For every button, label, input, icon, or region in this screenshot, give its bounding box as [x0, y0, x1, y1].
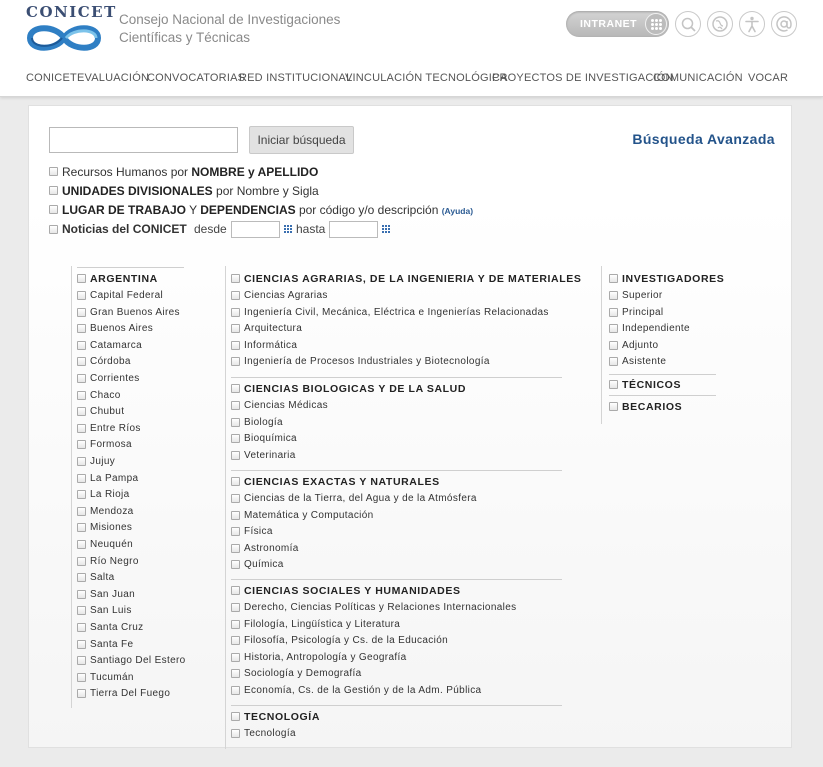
checkbox[interactable]: [231, 401, 240, 410]
checkbox[interactable]: [231, 560, 240, 569]
checkbox[interactable]: [231, 686, 240, 695]
checkbox-label: Gran Buenos Aires: [90, 306, 180, 318]
search-panel: [28, 105, 792, 748]
intranet-button[interactable]: [566, 11, 669, 37]
checkbox[interactable]: [77, 291, 86, 300]
help-link[interactable]: (Ayuda): [441, 206, 474, 216]
option-noticias-checkbox[interactable]: [49, 225, 58, 234]
checkbox-label: Adjunto: [622, 339, 659, 351]
checkbox-label: Química: [244, 559, 284, 571]
checkbox-label: Tecnología: [244, 728, 296, 739]
checkbox-label: Arquitectura: [244, 323, 303, 335]
calendar-icon[interactable]: [382, 225, 390, 233]
checkbox[interactable]: [77, 324, 86, 333]
checkbox[interactable]: [77, 490, 86, 499]
checkbox[interactable]: [231, 603, 240, 612]
checkbox[interactable]: [77, 308, 86, 317]
conicet-logo[interactable]: [26, 3, 117, 55]
checkbox-label: Filología, Lingüística y Literatura: [244, 618, 401, 630]
checkbox-label: Buenos Aires: [90, 323, 154, 335]
option-lugar-de-trabajo-label: por código y/o descripción: [295, 203, 442, 217]
checkbox-label: Mendoza: [90, 505, 134, 517]
checkbox-label: Veterinaria: [244, 449, 296, 461]
checkbox[interactable]: [231, 636, 240, 645]
checkbox[interactable]: [77, 391, 86, 400]
checkbox[interactable]: [77, 507, 86, 516]
checkbox-label: Ingeniería de Procesos Industriales y Biotecnología: [244, 356, 490, 368]
option-unidades-divisionales-checkbox[interactable]: [49, 186, 58, 195]
nav-item-vinculacion-tecnologica[interactable]: VINCULACIÓN TECNOLÓGICA: [345, 72, 508, 84]
checkbox[interactable]: [77, 606, 86, 615]
checkbox-label: Biología: [244, 416, 283, 428]
section-ciencias-biologicas-title: CIENCIAS BIOLOGICAS Y DE LA SALUD: [244, 383, 467, 395]
checkbox-label: San Juan: [90, 588, 136, 600]
checkbox[interactable]: [77, 673, 86, 682]
checkbox-label: Asistente: [622, 356, 667, 368]
checkbox-label: Filosofía, Psicología y Cs. de la Educación: [244, 635, 449, 647]
checkbox[interactable]: [231, 669, 240, 678]
checkbox-label: Entre Ríos: [90, 422, 141, 434]
option-unidades-divisionales-bold: UNIDADES DIVISIONALES: [62, 184, 213, 198]
checkbox-label: Santa Cruz: [90, 622, 144, 633]
checkbox[interactable]: [77, 341, 86, 350]
org-name-line1: Consejo Nacional de Investigaciones: [119, 12, 341, 27]
checkbox-label: Río Negro: [90, 555, 139, 567]
nav-item-evaluacion[interactable]: EVALUACIÓN: [77, 72, 150, 84]
section-divider: [231, 377, 562, 378]
section-ciencias-biologicas-checkbox[interactable]: [231, 384, 240, 393]
search-input[interactable]: [49, 127, 238, 153]
checkbox-label: Bioquímica: [244, 433, 297, 445]
checkbox[interactable]: [231, 308, 240, 317]
section-becarios-checkbox[interactable]: [609, 402, 618, 411]
checkbox[interactable]: [231, 620, 240, 629]
checkbox[interactable]: [77, 640, 86, 649]
section-divider: [231, 579, 562, 580]
checkbox-label: Salta: [90, 572, 115, 584]
checkbox[interactable]: [231, 451, 240, 460]
checkbox-label: Capital Federal: [90, 290, 164, 301]
checkbox[interactable]: [231, 291, 240, 300]
accessibility-icon[interactable]: [739, 11, 765, 37]
checkbox[interactable]: [231, 434, 240, 443]
checkbox[interactable]: [77, 590, 86, 599]
desde-date-input[interactable]: [231, 221, 280, 238]
nav-item-proyectos[interactable]: PROYECTOS DE INVESTIGACIÓN: [492, 72, 674, 84]
checkbox-label: Neuquén: [90, 539, 134, 550]
search-button[interactable]: Iniciar búsqueda: [249, 126, 354, 154]
checkbox-label: Tierra Del Fuego: [90, 688, 171, 700]
checkbox[interactable]: [231, 418, 240, 427]
nav-item-comunicacion[interactable]: COMUNICACIÓN: [653, 72, 743, 84]
checkbox[interactable]: [77, 540, 86, 549]
checkbox[interactable]: [77, 573, 86, 582]
checkbox-label: Derecho, Ciencias Políticas y Relaciones Internacionales: [244, 602, 517, 613]
checkbox[interactable]: [77, 440, 86, 449]
apps-icon: [645, 13, 667, 35]
section-ciencias-exactas-title: CIENCIAS EXACTAS Y NATURALES: [244, 476, 440, 488]
checkbox[interactable]: [77, 474, 86, 483]
checkbox[interactable]: [77, 689, 86, 698]
checkbox-label: Jujuy: [90, 456, 116, 467]
checkbox-label: La Pampa: [90, 472, 139, 484]
checkbox-label: Catamarca: [90, 339, 143, 351]
checkbox[interactable]: [231, 527, 240, 536]
nav-item-conicet[interactable]: CONICET: [26, 72, 77, 84]
checkbox-label: Ingeniería Civil, Mecánica, Eléctrica e Ingenierías Relacionadas: [244, 306, 549, 318]
section-ciencias-sociales-checkbox[interactable]: [231, 586, 240, 595]
option-noticias-label: Noticias del CONICET: [62, 222, 187, 236]
checkbox-label: Corrientes: [90, 373, 140, 384]
checkbox-label: Chubut: [90, 406, 125, 418]
option-lugar-de-trabajo-mid: Y: [186, 203, 201, 217]
section-ciencias-sociales-title: CIENCIAS SOCIALES Y HUMANIDADES: [244, 585, 461, 597]
section-tecnicos-title: TÉCNICOS: [622, 379, 682, 391]
checkbox[interactable]: [77, 557, 86, 566]
hasta-label: hasta: [296, 222, 326, 236]
advanced-search-link[interactable]: Búsqueda Avanzada: [632, 131, 775, 147]
option-recursos-humanos-bold: NOMBRE y APELLIDO: [191, 165, 319, 179]
checkbox[interactable]: [231, 729, 240, 738]
option-recursos-humanos-checkbox[interactable]: [49, 167, 58, 176]
checkbox-label: Economía, Cs. de la Gestión y de la Adm. Pública: [244, 685, 482, 696]
checkbox-label: Ciencias de la Tierra, del Agua y de la Atmósfera: [244, 493, 477, 504]
main-navigation: [0, 72, 823, 90]
intranet-label: INTRANET: [580, 18, 638, 30]
section-argentina-checkbox[interactable]: [77, 274, 86, 283]
section-divider: [231, 470, 562, 471]
nav-item-vocar[interactable]: VOCAR: [748, 72, 789, 84]
checkbox[interactable]: [609, 341, 618, 350]
column-separator: [225, 266, 226, 749]
checkbox-label: Santa Fe: [90, 638, 134, 650]
nav-item-convocatorias[interactable]: CONVOCATORIAS: [147, 72, 246, 84]
option-lugar-de-trabajo-bold: LUGAR DE TRABAJO: [62, 203, 187, 217]
checkbox[interactable]: [77, 357, 86, 366]
nav-item-red-institucional[interactable]: RED INSTITUCIONAL: [239, 72, 353, 84]
checkbox-label: Formosa: [90, 439, 132, 451]
section-ciencias-exactas-checkbox[interactable]: [231, 477, 240, 486]
globe-icon[interactable]: [707, 11, 733, 37]
checkbox[interactable]: [77, 374, 86, 383]
section-ciencias-agrarias-checkbox[interactable]: [231, 274, 240, 283]
checkbox[interactable]: [231, 511, 240, 520]
checkbox[interactable]: [609, 291, 618, 300]
checkbox-label: Córdoba: [90, 356, 131, 368]
checkbox-label: Matemática y Computación: [244, 509, 374, 521]
option-recursos-humanos-label: Recursos Humanos por: [62, 165, 192, 179]
section-becarios-title: BECARIOS: [622, 401, 683, 413]
checkbox-label: Sociología y Demografía: [244, 668, 362, 680]
checkbox-label: San Luis: [90, 605, 132, 617]
option-dependencias-bold: DEPENDENCIAS: [200, 203, 296, 217]
checkbox[interactable]: [231, 494, 240, 503]
logo-text: CONICET: [26, 3, 117, 21]
checkbox[interactable]: [77, 407, 86, 416]
section-investigadores-checkbox[interactable]: [609, 274, 618, 283]
site-header: [0, 0, 823, 97]
search-icon[interactable]: [675, 11, 701, 37]
column-separator: [71, 266, 72, 708]
checkbox[interactable]: [231, 653, 240, 662]
checkbox[interactable]: [77, 623, 86, 632]
hasta-date-input[interactable]: [329, 221, 378, 238]
checkbox-label: Chaco: [90, 389, 121, 401]
column-separator: [601, 266, 602, 424]
section-ciencias-agrarias-title: CIENCIAS AGRARIAS, DE LA INGENIERIA Y DE MATERIALES: [244, 273, 582, 285]
checkbox[interactable]: [77, 457, 86, 466]
option-lugar-de-trabajo-checkbox[interactable]: [49, 205, 58, 214]
infinity-logo-icon: [26, 21, 102, 55]
checkbox[interactable]: [231, 544, 240, 553]
checkbox[interactable]: [77, 656, 86, 665]
section-tecnicos-checkbox[interactable]: [609, 380, 618, 389]
checkbox[interactable]: [231, 357, 240, 366]
desde-label: desde: [194, 222, 227, 236]
checkbox[interactable]: [77, 424, 86, 433]
checkbox-label: Física: [244, 526, 273, 538]
checkbox-label: Ciencias Médicas: [244, 400, 328, 411]
checkbox[interactable]: [609, 357, 618, 366]
section-divider: [609, 395, 716, 396]
org-name-line2: Científicas y Técnicas: [119, 30, 251, 45]
section-investigadores-title: INVESTIGADORES: [622, 273, 725, 285]
checkbox[interactable]: [231, 324, 240, 333]
checkbox[interactable]: [609, 324, 618, 333]
checkbox-label: Informática: [244, 339, 298, 351]
checkbox[interactable]: [609, 308, 618, 317]
section-divider: [77, 267, 184, 268]
section-divider: [231, 705, 562, 706]
section-tecnologia-checkbox[interactable]: [231, 712, 240, 721]
section-argentina-title: ARGENTINA: [90, 273, 158, 285]
checkbox[interactable]: [77, 523, 86, 532]
checkbox-label: Independiente: [622, 323, 690, 335]
section-divider: [609, 374, 716, 375]
organization-name: [119, 11, 340, 47]
checkbox-label: Historia, Antropología y Geografía: [244, 651, 407, 663]
calendar-icon[interactable]: [284, 225, 292, 233]
checkbox-label: Santiago Del Estero: [90, 655, 186, 667]
checkbox[interactable]: [231, 341, 240, 350]
section-tecnologia-title: TECNOLOGÍA: [244, 711, 320, 723]
checkbox-label: Astronomía: [244, 542, 299, 554]
option-unidades-divisionales-label: por Nombre y Sigla: [212, 184, 319, 198]
checkbox-label: Misiones: [90, 522, 133, 534]
at-sign-icon[interactable]: [771, 11, 797, 37]
checkbox-label: Superior: [622, 290, 663, 301]
checkbox-label: La Rioja: [90, 489, 130, 501]
checkbox-label: Principal: [622, 306, 664, 318]
checkbox-label: Tucumán: [90, 671, 134, 683]
checkbox-label: Ciencias Agrarias: [244, 290, 328, 301]
